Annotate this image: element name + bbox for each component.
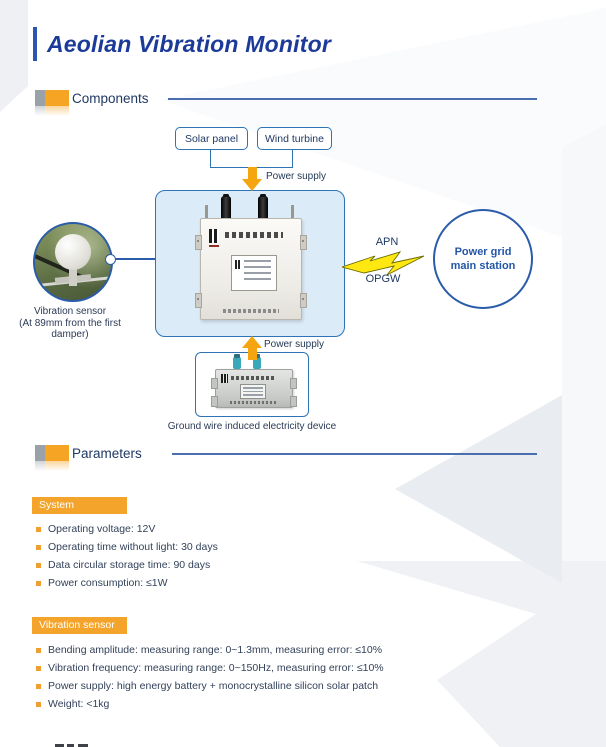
- connector-line: [210, 148, 211, 168]
- device-logo: [209, 229, 219, 243]
- parameter-item: [36, 659, 384, 677]
- section-rule: [172, 453, 537, 455]
- marker-gray-square: [35, 90, 45, 106]
- parameter-text: Bending amplitude: measuring range: 0~1.3mm, measuring error: ≤10%: [48, 644, 383, 656]
- bullet-square-icon: [36, 648, 41, 653]
- section-rule: [168, 98, 537, 100]
- parameter-item: [36, 695, 384, 713]
- marker-orange-reflection: [45, 461, 69, 471]
- power-grid-station-node: [433, 209, 533, 309]
- solar-panel-box: [175, 127, 248, 150]
- connector-node-icon: [105, 254, 116, 265]
- mount-tab: [195, 235, 202, 250]
- page-title: Aeolian Vibration Monitor: [47, 30, 331, 57]
- photo-sensor-sphere: [55, 234, 91, 270]
- solar-panel-label: Solar panel: [184, 132, 239, 145]
- marker-orange-square: [45, 90, 69, 106]
- vibration-sensor-label: Vibration sensor: [32, 617, 127, 634]
- mount-tab: [290, 378, 297, 389]
- bullet-square-icon: [36, 581, 41, 586]
- bullet-square-icon: [36, 684, 41, 689]
- mount-tab: [195, 293, 202, 308]
- title-accent-bar: [33, 27, 37, 61]
- ground-device-caption: Ground wire induced electricity device: [167, 421, 337, 432]
- section-marker-icon: [35, 90, 69, 116]
- opgw-label: OPGW: [365, 273, 401, 285]
- power-arrow-up-icon: [242, 336, 262, 360]
- device-nameplate: [231, 255, 277, 291]
- device-title-text: [231, 376, 275, 380]
- vibration-sensor-parameter-list: [36, 641, 384, 713]
- power-arrow-down-icon: [242, 167, 262, 191]
- components-section-title: Components: [72, 91, 149, 106]
- marker-orange-square: [45, 445, 69, 461]
- device-post: [291, 205, 294, 219]
- arrow-head: [242, 336, 262, 348]
- arrow-shaft: [248, 348, 257, 360]
- section-marker-icon: [35, 445, 69, 471]
- parameter-text: Power consumption: ≤1W: [48, 577, 168, 589]
- device-body: [200, 218, 302, 320]
- parameter-item: [36, 574, 218, 592]
- parameter-text: Operating time without light: 30 days: [48, 541, 218, 553]
- arrow-shaft: [248, 167, 257, 179]
- sensor-caption-line2: (At 89mm from the first damper): [19, 317, 121, 340]
- bullet-square-icon: [36, 527, 41, 532]
- power-grid-line1: Power grid: [454, 246, 512, 258]
- apn-label: APN: [375, 236, 399, 248]
- system-label: System: [32, 497, 127, 514]
- sensor-caption-line1: Vibration sensor: [33, 306, 107, 317]
- power-supply-top-label: Power supply: [266, 171, 327, 182]
- parameter-item: [36, 677, 384, 695]
- vibration-sensor-photo: [33, 222, 113, 302]
- power-supply-bottom-label: Power supply: [264, 339, 325, 350]
- device-title-text: [225, 232, 283, 238]
- ground-device-body: [215, 369, 293, 408]
- parameter-item: [36, 538, 218, 556]
- marker-orange-reflection: [45, 106, 69, 116]
- parameter-text: Vibration frequency: measuring range: 0~150Hz, measuring error: ≤10%: [48, 662, 384, 674]
- marker-gray-reflection: [35, 461, 45, 471]
- bullet-square-icon: [36, 702, 41, 707]
- mount-tab: [300, 235, 307, 250]
- parameter-item: [36, 641, 384, 659]
- terminal-icon: [233, 357, 241, 369]
- power-grid-line2: main station: [450, 260, 516, 272]
- bullet-square-icon: [36, 563, 41, 568]
- arrow-head: [242, 179, 262, 191]
- device-nameplate: [240, 384, 266, 399]
- wind-turbine-label: Wind turbine: [265, 132, 324, 145]
- mount-tab: [211, 378, 218, 389]
- device-footer-text: [223, 309, 279, 313]
- device-logo: [221, 374, 228, 383]
- marker-gray-reflection: [35, 106, 45, 116]
- parameters-section-header: [35, 445, 575, 475]
- parameter-text: Power supply: high energy battery + monocrystalline silicon solar patch: [48, 680, 379, 692]
- connector-line: [113, 258, 155, 260]
- mount-tab: [300, 293, 307, 308]
- mount-tab: [290, 396, 297, 407]
- parameters-section-title: Parameters: [72, 446, 142, 461]
- photo-stem: [69, 268, 77, 286]
- wind-turbine-box: [257, 127, 332, 150]
- parameter-item: [36, 520, 218, 538]
- mount-tab: [211, 396, 218, 407]
- parameter-text: Operating voltage: 12V: [48, 523, 156, 535]
- bullet-square-icon: [36, 666, 41, 671]
- monitor-device-image: [200, 196, 300, 320]
- device-post: [205, 205, 208, 219]
- connector-line: [292, 148, 293, 168]
- marker-gray-square: [35, 445, 45, 461]
- device-footer-text: [230, 401, 276, 404]
- page-header: [33, 27, 331, 61]
- parameter-item: [36, 556, 218, 574]
- parameter-text: Data circular storage time: 90 days: [48, 559, 211, 571]
- components-section-header: [35, 90, 575, 120]
- parameter-text: Weight: <1kg: [48, 698, 110, 710]
- bullet-square-icon: [36, 545, 41, 550]
- ground-device-image: [215, 357, 291, 407]
- system-parameter-list: [36, 520, 218, 592]
- sensor-caption: [0, 306, 140, 341]
